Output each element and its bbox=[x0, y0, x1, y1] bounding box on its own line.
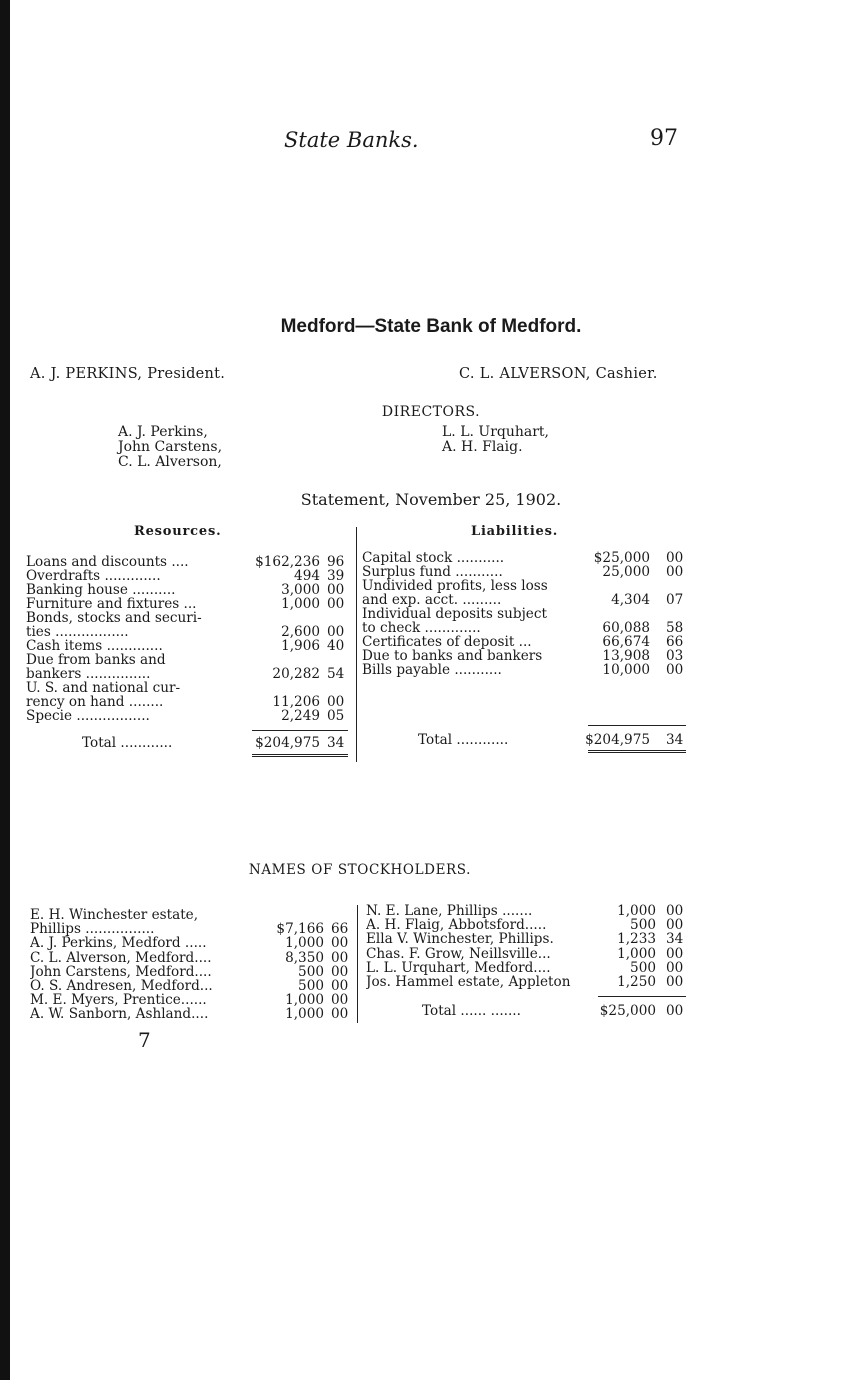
row-label: Surplus fund ........... bbox=[362, 565, 503, 579]
row-cents: 00 bbox=[666, 945, 684, 962]
row-cents: 66 bbox=[331, 921, 349, 938]
row-label: John Carstens, Medford.... bbox=[30, 964, 212, 979]
statement-title: Statement, November 25, 1902. bbox=[300, 490, 562, 509]
row-cents: 34 bbox=[327, 735, 345, 751]
row-cents: 00 bbox=[327, 596, 345, 612]
row-label: to check ............. bbox=[362, 621, 481, 635]
row-cents: 39 bbox=[327, 568, 345, 584]
row-cents: 05 bbox=[327, 708, 345, 724]
row-label: Total ............ bbox=[418, 733, 509, 747]
row-label: and exp. acct. ......... bbox=[362, 593, 502, 607]
row-dollars: 1,250 bbox=[617, 974, 656, 990]
row-cents: 58 bbox=[666, 620, 684, 636]
row-cents: 96 bbox=[327, 554, 345, 570]
row-dollars: 1,000 bbox=[617, 945, 656, 962]
cashier: C. L. ALVERSON, Cashier. bbox=[459, 366, 658, 382]
table-row bbox=[366, 932, 688, 946]
row-dollars: 500 bbox=[630, 959, 656, 976]
row-cents: 34 bbox=[666, 931, 684, 948]
row-label: Certificates of deposit ... bbox=[362, 635, 532, 649]
total-row bbox=[362, 733, 686, 747]
president: A. J. PERKINS, President. bbox=[30, 366, 226, 382]
row-label: Chas. F. Grow, Neillsville... bbox=[366, 946, 551, 961]
table-row bbox=[30, 1007, 352, 1021]
row-label: Total ...... ....... bbox=[422, 1004, 521, 1018]
table-row bbox=[26, 611, 350, 625]
table-row bbox=[30, 951, 352, 965]
row-cents: 00 bbox=[331, 935, 349, 952]
table-row bbox=[26, 625, 350, 639]
row-label: O. S. Andresen, Medford... bbox=[30, 979, 213, 993]
director-name: A. H. Flaig. bbox=[442, 439, 523, 455]
row-dollars: $7,166 bbox=[276, 921, 324, 938]
row-dollars: 1,000 bbox=[285, 935, 324, 952]
row-label: U. S. and national cur- bbox=[26, 681, 181, 695]
table-row bbox=[26, 569, 350, 583]
row-dollars: $25,000 bbox=[599, 1003, 656, 1019]
row-label: Cash items ............. bbox=[26, 639, 163, 653]
table-row bbox=[26, 597, 350, 611]
row-label: Loans and discounts .... bbox=[26, 555, 189, 569]
page-number: 97 bbox=[650, 126, 678, 151]
row-cents: 34 bbox=[666, 732, 684, 748]
row-dollars: 2,600 bbox=[281, 624, 320, 640]
bank-title: Medford—State Bank of Medford. bbox=[280, 316, 582, 337]
row-cents: 00 bbox=[327, 694, 345, 710]
row-cents: 00 bbox=[666, 959, 684, 976]
row-dollars: 1,000 bbox=[281, 596, 320, 612]
table-row bbox=[362, 663, 686, 677]
row-cents: 00 bbox=[331, 963, 349, 980]
table-row bbox=[362, 593, 686, 607]
sum-rule bbox=[252, 730, 348, 731]
director-name: A. J. Perkins, bbox=[118, 424, 208, 440]
table-row bbox=[362, 635, 686, 649]
row-label: Furniture and fixtures ... bbox=[26, 597, 197, 611]
row-label: Overdrafts ............. bbox=[26, 569, 161, 583]
table-row bbox=[362, 579, 686, 593]
table-row bbox=[30, 936, 352, 950]
table-row bbox=[362, 551, 686, 565]
stockholders-heading: NAMES OF STOCKHOLDERS. bbox=[248, 862, 472, 878]
row-dollars: 20,282 bbox=[272, 666, 320, 682]
table-row bbox=[26, 667, 350, 681]
row-dollars: $204,975 bbox=[255, 735, 320, 751]
row-dollars: 1,000 bbox=[285, 992, 324, 1009]
row-label: rency on hand ........ bbox=[26, 695, 164, 709]
row-label: Phillips ................ bbox=[30, 922, 155, 937]
row-dollars: 25,000 bbox=[602, 564, 650, 580]
row-label: Bonds, stocks and securi- bbox=[26, 611, 202, 625]
row-dollars: 2,249 bbox=[281, 708, 320, 724]
row-dollars: 11,206 bbox=[272, 694, 320, 710]
table-row bbox=[362, 565, 686, 579]
row-dollars: 1,000 bbox=[617, 903, 656, 919]
table-row bbox=[362, 649, 686, 663]
table-row bbox=[30, 979, 352, 993]
row-cents: 03 bbox=[666, 648, 684, 664]
liabilities-heading: Liabilities. bbox=[471, 524, 559, 539]
resources-heading: Resources. bbox=[134, 524, 222, 539]
stockholders-divider bbox=[357, 905, 358, 1023]
sum-rule bbox=[598, 996, 686, 997]
row-cents: 00 bbox=[327, 582, 345, 598]
row-cents: 00 bbox=[327, 624, 345, 640]
row-label: E. H. Winchester estate, bbox=[30, 908, 199, 922]
row-label: Due to banks and bankers bbox=[362, 649, 543, 663]
row-label: Due from banks and bbox=[26, 653, 166, 667]
row-label: Individual deposits subject bbox=[362, 607, 547, 621]
row-dollars: 60,088 bbox=[602, 620, 650, 636]
row-cents: 00 bbox=[666, 564, 684, 580]
row-label: Bills payable ........... bbox=[362, 663, 502, 677]
row-label: Total ............ bbox=[82, 736, 173, 750]
row-dollars: 1,233 bbox=[617, 931, 656, 948]
row-label: N. E. Lane, Phillips ....... bbox=[366, 904, 533, 918]
row-cents: 00 bbox=[331, 949, 349, 966]
row-dollars: 10,000 bbox=[602, 662, 650, 678]
row-label: Jos. Hammel estate, Appleton bbox=[366, 975, 571, 989]
row-cents: 66 bbox=[666, 634, 684, 650]
total-row bbox=[366, 1004, 688, 1018]
row-dollars: 3,000 bbox=[281, 582, 320, 598]
table-row bbox=[362, 621, 686, 635]
table-row bbox=[30, 908, 352, 922]
row-label: Banking house .......... bbox=[26, 583, 176, 597]
row-label: Capital stock ........... bbox=[362, 551, 505, 565]
row-dollars: 8,350 bbox=[285, 949, 324, 966]
table-row bbox=[26, 681, 350, 695]
row-cents: 00 bbox=[666, 974, 684, 990]
row-cents: 00 bbox=[331, 978, 349, 994]
total-double-rule bbox=[252, 754, 348, 757]
directors-heading: DIRECTORS. bbox=[381, 404, 481, 420]
table-row bbox=[366, 904, 688, 918]
row-label: A. W. Sanborn, Ashland.... bbox=[30, 1007, 209, 1022]
row-label: M. E. Myers, Prentice...... bbox=[30, 993, 207, 1008]
table-row bbox=[26, 555, 350, 569]
row-label: C. L. Alverson, Medford.... bbox=[30, 950, 212, 965]
row-dollars: 1,000 bbox=[285, 1006, 324, 1023]
row-cents: 00 bbox=[666, 917, 684, 934]
row-label: A. J. Perkins, Medford ..... bbox=[30, 936, 207, 951]
row-dollars: $162,236 bbox=[255, 554, 320, 570]
row-dollars: 4,304 bbox=[611, 592, 650, 608]
row-label: A. H. Flaig, Abbotsford..... bbox=[366, 918, 547, 933]
row-dollars: 500 bbox=[298, 963, 324, 980]
row-label: L. L. Urquhart, Medford.... bbox=[366, 960, 551, 975]
row-dollars: $204,975 bbox=[585, 732, 650, 748]
table-row bbox=[26, 653, 350, 667]
row-dollars: 13,908 bbox=[602, 648, 650, 664]
row-cents: 00 bbox=[331, 992, 349, 1009]
row-cents: 00 bbox=[666, 662, 684, 678]
row-label: ties ................. bbox=[26, 625, 129, 639]
table-row bbox=[30, 922, 352, 936]
row-cents: 00 bbox=[331, 1006, 349, 1023]
table-row bbox=[366, 918, 688, 932]
row-dollars: $25,000 bbox=[593, 550, 650, 566]
director-name: L. L. Urquhart, bbox=[442, 424, 549, 440]
directors-left bbox=[118, 425, 222, 470]
sum-rule bbox=[588, 725, 686, 726]
signature-mark: 7 bbox=[138, 1028, 151, 1052]
row-dollars: 1,906 bbox=[281, 638, 320, 654]
row-cents: 54 bbox=[327, 666, 345, 682]
table-row bbox=[26, 695, 350, 709]
row-label: Specie ................. bbox=[26, 709, 150, 723]
row-dollars: 66,674 bbox=[602, 634, 650, 650]
row-cents: 00 bbox=[666, 1003, 684, 1019]
directors-right bbox=[442, 425, 549, 455]
table-row bbox=[366, 975, 688, 989]
table-row bbox=[366, 947, 688, 961]
row-dollars: 494 bbox=[294, 568, 320, 584]
row-dollars: 500 bbox=[298, 978, 324, 994]
row-cents: 00 bbox=[666, 903, 684, 919]
row-dollars: 500 bbox=[630, 917, 656, 934]
row-label: bankers ............... bbox=[26, 667, 151, 681]
table-row bbox=[366, 961, 688, 975]
running-title: State Banks. bbox=[284, 128, 419, 152]
total-double-rule bbox=[588, 750, 686, 753]
column-divider bbox=[356, 527, 357, 762]
row-label: Ella V. Winchester, Phillips. bbox=[366, 932, 554, 947]
director-name: John Carstens, bbox=[118, 439, 223, 455]
row-cents: 00 bbox=[666, 550, 684, 566]
row-cents: 07 bbox=[666, 592, 684, 608]
table-row bbox=[26, 583, 350, 597]
total-row bbox=[26, 736, 350, 750]
table-row bbox=[30, 965, 352, 979]
table-row bbox=[362, 607, 686, 621]
table-row bbox=[26, 709, 350, 723]
scan-edge bbox=[0, 0, 10, 1380]
table-row bbox=[30, 993, 352, 1007]
director-name: C. L. Alverson, bbox=[118, 454, 222, 470]
row-cents: 40 bbox=[327, 638, 345, 654]
table-row bbox=[26, 639, 350, 653]
row-label: Undivided profits, less loss bbox=[362, 579, 548, 593]
